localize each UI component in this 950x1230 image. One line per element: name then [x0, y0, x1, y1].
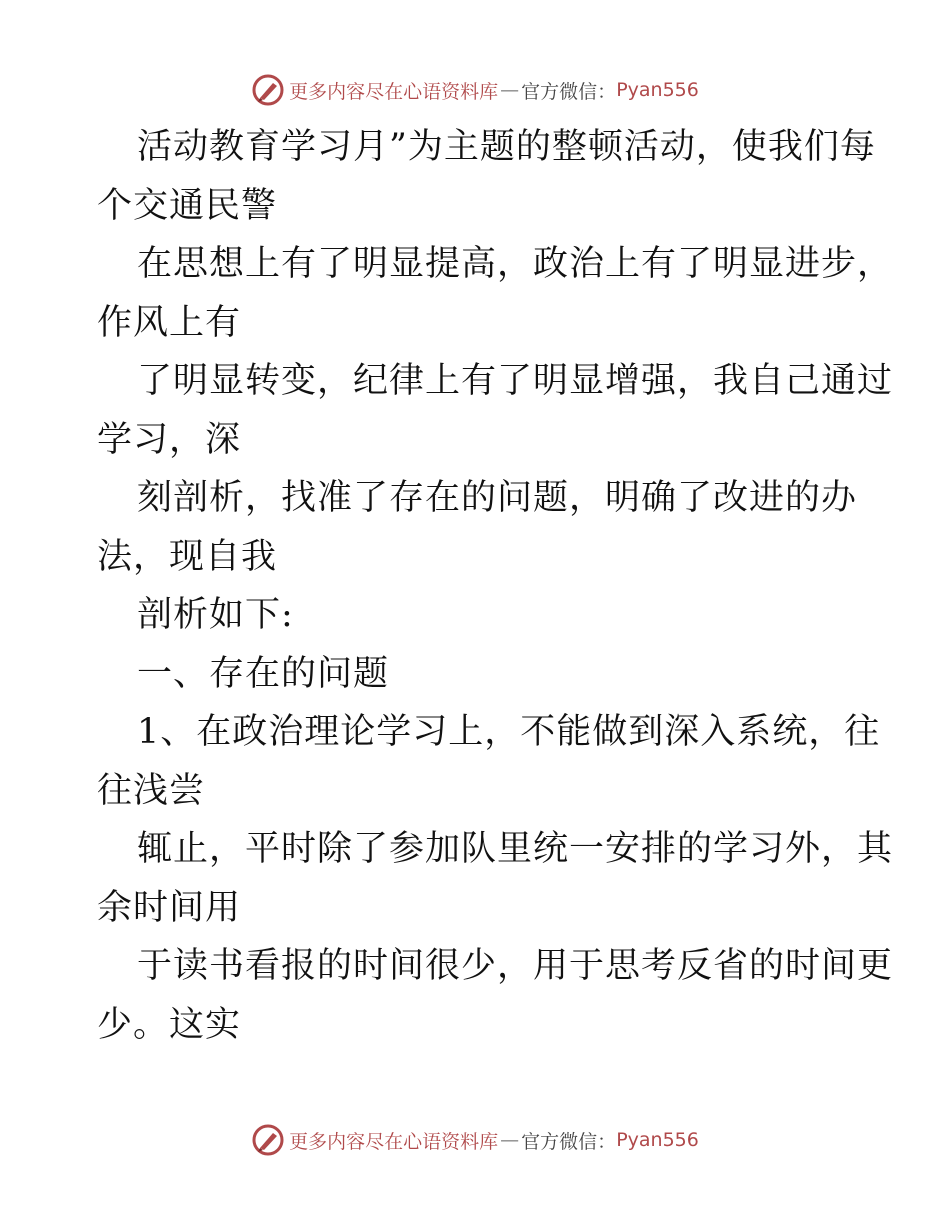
footer-brand-text: 更多内容尽在心语资料库: [289, 1130, 499, 1153]
body-line: 刻剖析，找准了存在的问题，明确了改进的办: [137, 478, 858, 518]
body-line: 剖析如下:: [137, 595, 294, 635]
footer-wechat-id: Pyan556: [616, 1129, 699, 1151]
footer-banner: [0, 1120, 950, 1160]
body-line: 1、在政治理论学习上，不能做到深入系统，往: [137, 712, 881, 752]
header-banner: [0, 70, 950, 110]
header-brand-text: 更多内容尽在心语资料库: [289, 80, 499, 103]
body-line: 辄止，平时除了参加队里统一安排的学习外，其: [137, 829, 894, 869]
section-heading: 一、存在的问题: [137, 653, 390, 694]
body-line: 个交通民警: [97, 185, 278, 226]
body-line: 余时间用: [97, 887, 242, 928]
body-line: 活动教育学习月”为主题的整顿活动，使我们每: [137, 127, 876, 167]
body-line: 法，现自我: [97, 536, 278, 577]
body-line: 了明显转变，纪律上有了明显增强，我自己通过: [137, 361, 894, 401]
document-body: [97, 118, 894, 1054]
body-line: 学习，深: [97, 419, 242, 460]
pen-logo-icon: [251, 73, 285, 107]
body-line: 少。这实: [97, 1004, 242, 1045]
pen-logo-icon: [251, 1123, 285, 1157]
footer-separator: —: [500, 1129, 520, 1151]
header-wechat-id: Pyan556: [616, 79, 699, 101]
body-line: 作风上有: [97, 302, 242, 343]
footer-wechat-label: 官方微信：: [521, 1130, 617, 1153]
header-wechat-label: 官方微信：: [521, 80, 617, 103]
header-separator: —: [500, 79, 520, 101]
body-line: 于读书看报的时间很少，用于思考反省的时间更: [137, 946, 894, 986]
body-line: 往浅尝: [97, 770, 206, 811]
body-line: 在思想上有了明显提高，政治上有了明显进步，: [137, 244, 894, 284]
